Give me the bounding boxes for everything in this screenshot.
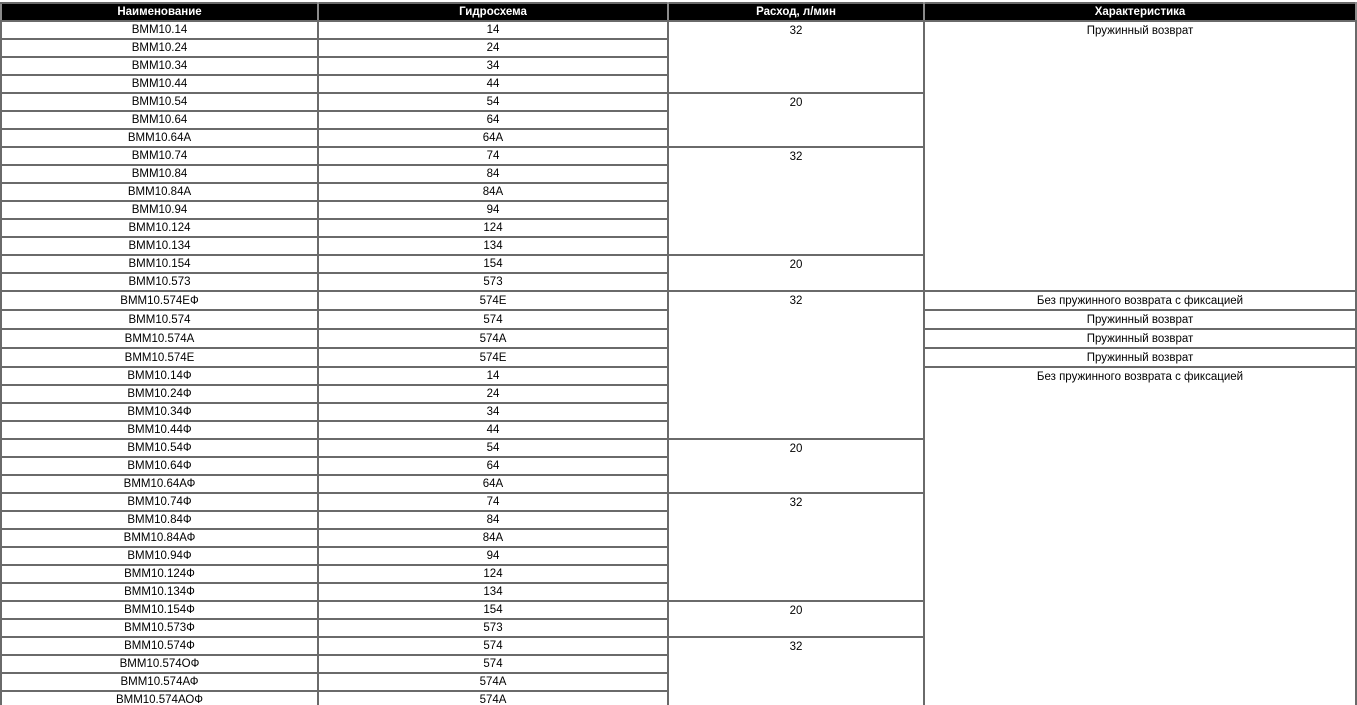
header-cell-scheme: Гидросхема	[318, 3, 668, 21]
cell-scheme: 44	[318, 75, 668, 93]
table-row	[1, 291, 1356, 310]
cell-scheme: 34	[318, 57, 668, 75]
cell-name: ВММ10.154Ф	[1, 601, 318, 619]
cell-name: ВММ10.14Ф	[1, 367, 318, 385]
cell-name: ВММ10.574ОФ	[1, 655, 318, 673]
cell-name: ВММ10.24Ф	[1, 385, 318, 403]
cell-name: ВММ10.34	[1, 57, 318, 75]
cell-name: ВММ10.34Ф	[1, 403, 318, 421]
cell-name: ВММ10.64А	[1, 129, 318, 147]
cell-flow: 20	[668, 255, 924, 291]
cell-scheme: 84	[318, 165, 668, 183]
cell-characteristic: Пружинный возврат	[924, 348, 1356, 367]
cell-scheme: 64А	[318, 129, 668, 147]
cell-flow: 32	[668, 21, 924, 93]
table-row	[1, 21, 1356, 39]
cell-name: ВММ10.574АОФ	[1, 691, 318, 705]
cell-scheme: 94	[318, 201, 668, 219]
cell-name: ВММ10.574АФ	[1, 673, 318, 691]
table-header-row	[1, 3, 1356, 21]
cell-scheme: 64	[318, 111, 668, 129]
cell-name: ВММ10.94Ф	[1, 547, 318, 565]
cell-flow: 32	[668, 493, 924, 601]
cell-flow: 20	[668, 93, 924, 147]
cell-name: ВММ10.574	[1, 310, 318, 329]
cell-scheme: 84А	[318, 529, 668, 547]
cell-scheme: 34	[318, 403, 668, 421]
cell-name: ВММ10.84	[1, 165, 318, 183]
cell-name: ВММ10.84АФ	[1, 529, 318, 547]
cell-name: ВММ10.124Ф	[1, 565, 318, 583]
cell-characteristic: Пружинный возврат	[924, 21, 1356, 291]
cell-scheme: 54	[318, 93, 668, 111]
cell-scheme: 24	[318, 39, 668, 57]
cell-flow: 32	[668, 291, 924, 439]
cell-scheme: 14	[318, 21, 668, 39]
cell-name: ВММ10.573	[1, 273, 318, 291]
cell-characteristic: Без пружинного возврата с фиксацией	[924, 291, 1356, 310]
cell-scheme: 574А	[318, 329, 668, 348]
cell-name: ВММ10.84А	[1, 183, 318, 201]
cell-name: ВММ10.74Ф	[1, 493, 318, 511]
cell-scheme: 84	[318, 511, 668, 529]
cell-scheme: 14	[318, 367, 668, 385]
cell-scheme: 574Е	[318, 348, 668, 367]
cell-name: ВММ10.64АФ	[1, 475, 318, 493]
header-cell-name: Наименование	[1, 3, 318, 21]
cell-name: ВММ10.574Е	[1, 348, 318, 367]
cell-characteristic: Пружинный возврат	[924, 310, 1356, 329]
cell-name: ВММ10.574Ф	[1, 637, 318, 655]
cell-flow: 32	[668, 637, 924, 705]
header-cell-characteristic: Характеристика	[924, 3, 1356, 21]
cell-name: ВММ10.154	[1, 255, 318, 273]
cell-name: ВММ10.124	[1, 219, 318, 237]
cell-scheme: 44	[318, 421, 668, 439]
cell-scheme: 64А	[318, 475, 668, 493]
cell-scheme: 573	[318, 273, 668, 291]
cell-name: ВММ10.134Ф	[1, 583, 318, 601]
header-cell-flow: Расход, л/мин	[668, 3, 924, 21]
cell-scheme: 74	[318, 493, 668, 511]
cell-name: ВММ10.134	[1, 237, 318, 255]
cell-name: ВММ10.94	[1, 201, 318, 219]
cell-scheme: 134	[318, 237, 668, 255]
cell-name: ВММ10.574А	[1, 329, 318, 348]
cell-scheme: 574А	[318, 691, 668, 705]
cell-scheme: 574А	[318, 673, 668, 691]
cell-scheme: 64	[318, 457, 668, 475]
cell-scheme: 574	[318, 637, 668, 655]
cell-name: ВММ10.84Ф	[1, 511, 318, 529]
cell-scheme: 124	[318, 219, 668, 237]
cell-name: ВММ10.573Ф	[1, 619, 318, 637]
cell-name: ВММ10.54Ф	[1, 439, 318, 457]
cell-scheme: 134	[318, 583, 668, 601]
cell-scheme: 24	[318, 385, 668, 403]
cell-name: ВММ10.44Ф	[1, 421, 318, 439]
cell-name: ВММ10.64Ф	[1, 457, 318, 475]
cell-scheme: 84А	[318, 183, 668, 201]
cell-name: ВММ10.14	[1, 21, 318, 39]
cell-flow: 32	[668, 147, 924, 255]
cell-flow: 20	[668, 439, 924, 493]
cell-scheme: 574	[318, 655, 668, 673]
cell-flow: 20	[668, 601, 924, 637]
cell-name: ВММ10.574ЕФ	[1, 291, 318, 310]
cell-scheme: 124	[318, 565, 668, 583]
cell-scheme: 154	[318, 601, 668, 619]
cell-scheme: 54	[318, 439, 668, 457]
cell-scheme: 94	[318, 547, 668, 565]
cell-name: ВММ10.64	[1, 111, 318, 129]
table-body	[1, 21, 1356, 705]
cell-scheme: 74	[318, 147, 668, 165]
cell-scheme: 573	[318, 619, 668, 637]
cell-scheme: 574Е	[318, 291, 668, 310]
cell-name: ВММ10.74	[1, 147, 318, 165]
cell-name: ВММ10.44	[1, 75, 318, 93]
hydraulic-valve-spec-table	[0, 2, 1357, 705]
cell-scheme: 154	[318, 255, 668, 273]
cell-name: ВММ10.24	[1, 39, 318, 57]
cell-scheme: 574	[318, 310, 668, 329]
cell-characteristic: Пружинный возврат	[924, 329, 1356, 348]
cell-characteristic: Без пружинного возврата с фиксацией	[924, 367, 1356, 705]
cell-name: ВММ10.54	[1, 93, 318, 111]
